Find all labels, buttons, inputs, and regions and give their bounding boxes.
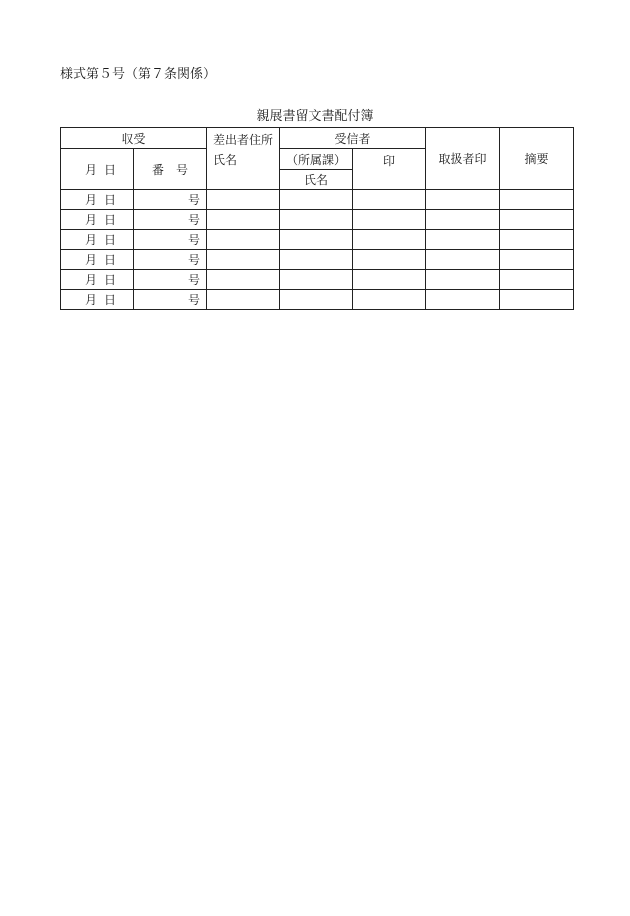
header-seal: 印 (353, 149, 426, 190)
row-day: 日 (103, 213, 116, 227)
row-day: 日 (103, 253, 116, 267)
header-sender-address: 差出者住所 (213, 133, 274, 147)
header-remarks: 摘要 (500, 128, 574, 190)
row-month: 月 (85, 253, 98, 267)
cell-handler-seal[interactable] (426, 290, 500, 310)
header-handler-seal: 取扱者印 (426, 128, 500, 190)
header-recipient-name: 氏名 (280, 170, 353, 190)
cell-remarks[interactable] (500, 270, 574, 290)
cell-seal[interactable] (353, 270, 426, 290)
header-row-1 (61, 128, 574, 149)
cell-department[interactable] (280, 230, 353, 250)
header-month-day (61, 149, 134, 190)
header-number: 番 号 (134, 149, 207, 190)
row-number: 号 (134, 190, 207, 210)
row-number: 号 (134, 230, 207, 250)
header-receipt: 収受 (61, 128, 207, 149)
ledger-table (60, 127, 574, 310)
form-number: 様式第５号（第７条関係） (60, 67, 217, 82)
cell-sender[interactable] (207, 250, 280, 270)
cell-handler-seal[interactable] (426, 210, 500, 230)
row-month: 月 (85, 273, 98, 287)
table-row (61, 230, 574, 250)
row-month: 月 (85, 293, 98, 307)
row-month: 月 (85, 193, 98, 207)
row-number: 号 (134, 210, 207, 230)
cell-department[interactable] (280, 250, 353, 270)
document-title: 親展書留文書配付簿 (256, 109, 374, 124)
cell-sender[interactable] (207, 230, 280, 250)
cell-seal[interactable] (353, 210, 426, 230)
row-day: 日 (103, 193, 116, 207)
table-row (61, 270, 574, 290)
cell-sender[interactable] (207, 190, 280, 210)
cell-seal[interactable] (353, 290, 426, 310)
cell-department[interactable] (280, 290, 353, 310)
cell-remarks[interactable] (500, 250, 574, 270)
header-day: 日 (103, 162, 116, 177)
cell-handler-seal[interactable] (426, 230, 500, 250)
cell-department[interactable] (280, 270, 353, 290)
row-day: 日 (103, 293, 116, 307)
header-recipient: 受信者 (280, 128, 426, 149)
cell-sender[interactable] (207, 270, 280, 290)
row-month: 月 (85, 233, 98, 247)
cell-remarks[interactable] (500, 210, 574, 230)
cell-department[interactable] (280, 190, 353, 210)
cell-seal[interactable] (353, 250, 426, 270)
row-month: 月 (85, 213, 98, 227)
cell-seal[interactable] (353, 190, 426, 210)
cell-handler-seal[interactable] (426, 250, 500, 270)
cell-remarks[interactable] (500, 230, 574, 250)
header-month: 月 (85, 162, 98, 177)
table-row (61, 190, 574, 210)
header-department: （所属課） (280, 149, 353, 170)
row-number: 号 (134, 270, 207, 290)
cell-remarks[interactable] (500, 290, 574, 310)
header-sender-name: 氏名 (213, 153, 238, 167)
cell-handler-seal[interactable] (426, 190, 500, 210)
cell-remarks[interactable] (500, 190, 574, 210)
cell-sender[interactable] (207, 210, 280, 230)
cell-handler-seal[interactable] (426, 270, 500, 290)
cell-department[interactable] (280, 210, 353, 230)
row-number: 号 (134, 250, 207, 270)
table-row (61, 250, 574, 270)
row-day: 日 (103, 273, 116, 287)
table-row (61, 290, 574, 310)
cell-sender[interactable] (207, 290, 280, 310)
cell-seal[interactable] (353, 230, 426, 250)
header-sender (207, 128, 280, 190)
row-day: 日 (103, 233, 116, 247)
row-number: 号 (134, 290, 207, 310)
table-row (61, 210, 574, 230)
